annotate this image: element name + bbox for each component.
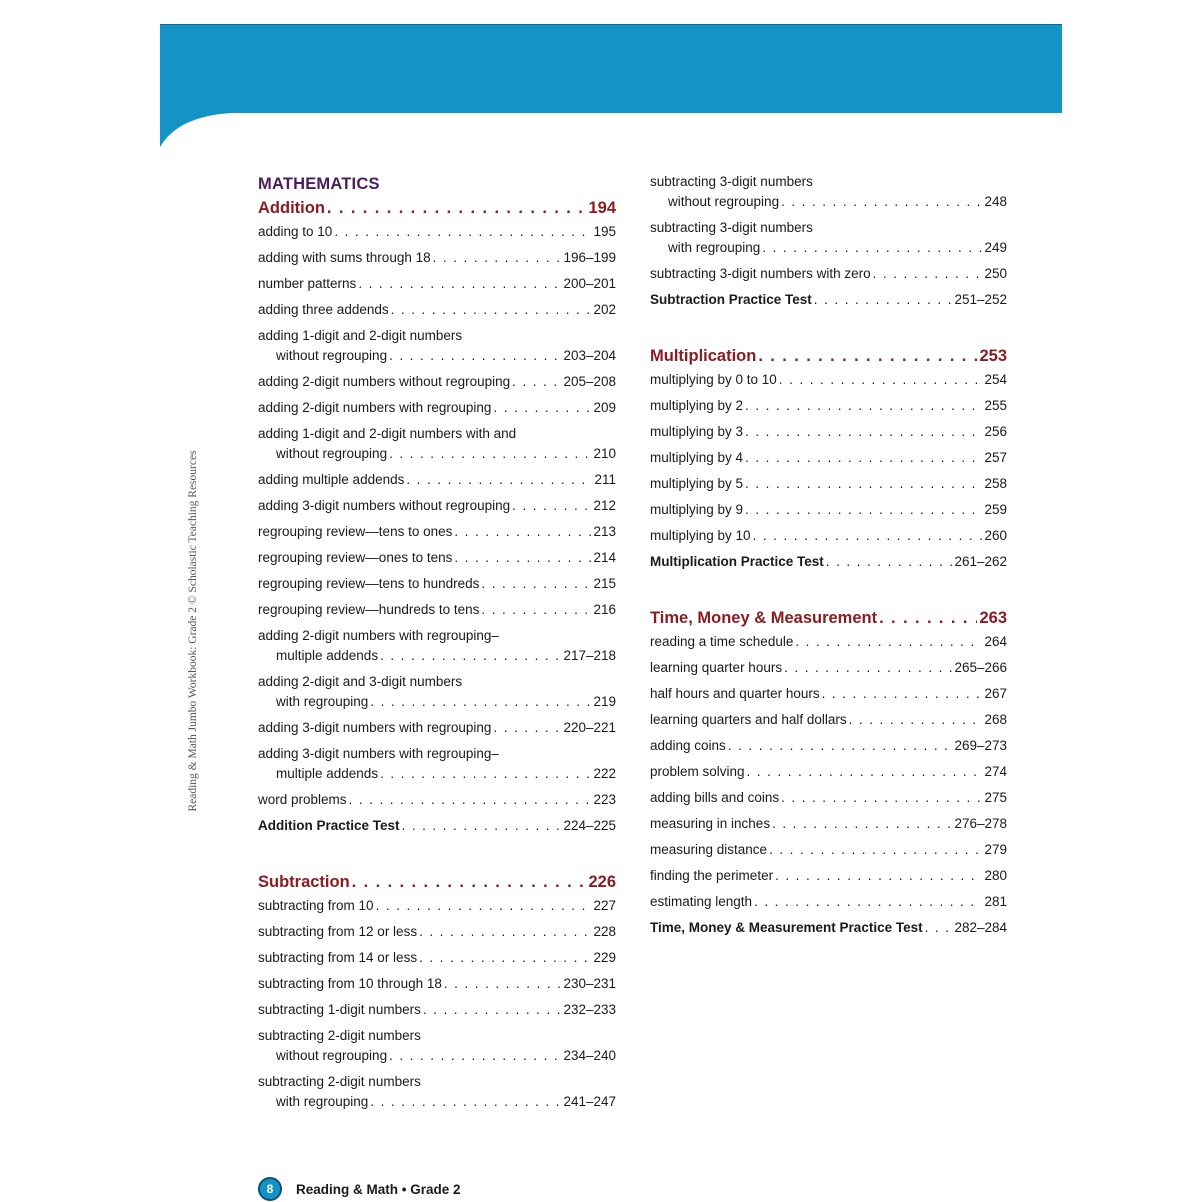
- toc-entry: [650, 172, 1007, 212]
- toc-row: [650, 710, 1007, 730]
- toc-entry: [258, 372, 616, 392]
- toc-row: [258, 222, 616, 242]
- toc-label: regrouping review—hundreds to tens: [258, 602, 480, 617]
- toc-right-column: [650, 172, 1007, 944]
- toc-label: adding 2-digit numbers without regrouping: [258, 374, 511, 389]
- page-number: 241–247: [563, 1094, 616, 1109]
- toc-left-column: [258, 172, 616, 1118]
- dot-leader: [389, 444, 591, 464]
- toc-label: regrouping review—ones to tens: [258, 550, 453, 565]
- dot-leader: [745, 396, 982, 416]
- toc-label: Time, Money & Measurement: [650, 609, 878, 627]
- toc-entry: [650, 422, 1007, 442]
- page-number: 263: [979, 609, 1007, 627]
- dot-leader: [754, 892, 982, 912]
- toc-entry: [258, 974, 616, 994]
- page-number: 205–208: [563, 374, 616, 389]
- toc-row: [258, 300, 616, 320]
- page-number: 253: [979, 347, 1007, 365]
- section-heading: [650, 344, 1007, 368]
- toc-label: Multiplication: [650, 347, 757, 365]
- toc-row: [650, 866, 1007, 886]
- page-number: 249: [984, 240, 1007, 255]
- dot-leader: [376, 896, 592, 916]
- dot-leader: [423, 1000, 562, 1020]
- toc-label: measuring in inches: [650, 816, 771, 831]
- toc-label: reading a time schedule: [650, 634, 794, 649]
- page-number: 259: [984, 502, 1007, 517]
- page-number: 281: [984, 894, 1007, 909]
- toc-row: [650, 552, 1007, 572]
- toc-row: [258, 646, 616, 666]
- toc-row: [258, 718, 616, 738]
- dot-leader: [779, 370, 983, 390]
- toc-entry: [650, 866, 1007, 886]
- toc-label: subtracting 3-digit numbers with zero: [650, 266, 871, 281]
- page-number: 230–231: [563, 976, 616, 991]
- dot-leader: [389, 1046, 561, 1066]
- page-number: 276–278: [954, 816, 1007, 831]
- toc-label: without regrouping: [668, 194, 780, 209]
- page-number: 215: [593, 576, 616, 591]
- dot-leader: [758, 344, 977, 368]
- practice-test-entry: [650, 290, 1007, 310]
- toc-row: [258, 870, 616, 894]
- toc-label: number patterns: [258, 276, 357, 291]
- toc-entry: [650, 788, 1007, 808]
- toc-row: [258, 764, 616, 784]
- toc-row: [258, 372, 616, 392]
- dot-leader: [826, 552, 953, 572]
- toc-row: [258, 248, 616, 268]
- subject-title: MATHEMATICS: [258, 175, 380, 193]
- toc-entry: [258, 626, 616, 666]
- toc-row: [258, 948, 616, 968]
- toc-row: [650, 606, 1007, 630]
- dot-leader: [481, 574, 591, 594]
- dot-leader: [814, 290, 953, 310]
- toc-row: [258, 692, 616, 712]
- page-number: 255: [984, 398, 1007, 413]
- toc-label: with regrouping: [276, 694, 369, 709]
- dot-leader: [352, 870, 587, 894]
- page-number: 222: [593, 766, 616, 781]
- dot-leader: [925, 918, 953, 938]
- toc-entry: [258, 922, 616, 942]
- page-number: 274: [984, 764, 1007, 779]
- toc-label: half hours and quarter hours: [650, 686, 820, 701]
- toc-entry: [650, 814, 1007, 834]
- toc-entry: [258, 574, 616, 594]
- section-heading: [650, 606, 1007, 630]
- dot-leader: [327, 196, 587, 220]
- section-subtraction: [258, 870, 616, 1112]
- toc-row: [650, 448, 1007, 468]
- toc-row: [650, 192, 1007, 212]
- dot-leader: [879, 606, 977, 630]
- toc-entry: [650, 892, 1007, 912]
- toc-row: [258, 896, 616, 916]
- toc-label: adding to 10: [258, 224, 333, 239]
- toc-row: [258, 196, 616, 220]
- toc-label: Addition Practice Test: [258, 818, 400, 833]
- toc-row: [258, 548, 616, 568]
- dot-leader: [753, 526, 983, 546]
- toc-entry: [258, 248, 616, 268]
- page-number: 223: [593, 792, 616, 807]
- page-number-badge: 8: [258, 1177, 282, 1201]
- toc-label: problem solving: [650, 764, 745, 779]
- dot-leader: [481, 600, 591, 620]
- page-number: 251–252: [954, 292, 1007, 307]
- toc-label: measuring distance: [650, 842, 768, 857]
- toc-label: subtracting from 10: [258, 898, 374, 913]
- toc-row: [650, 396, 1007, 416]
- dot-leader: [370, 692, 591, 712]
- toc-entry: [650, 370, 1007, 390]
- page-number: 216: [593, 602, 616, 617]
- toc-label: subtracting from 12 or less: [258, 924, 418, 939]
- toc-label: multiplying by 0 to 10: [650, 372, 777, 387]
- page-number: 258: [984, 476, 1007, 491]
- dot-leader: [512, 372, 561, 392]
- page-number: 248: [984, 194, 1007, 209]
- toc-label: adding coins: [650, 738, 726, 753]
- section-time-money-measurement: [650, 606, 1007, 938]
- toc-row: [650, 264, 1007, 284]
- dot-leader: [389, 346, 561, 366]
- page-number: 220–221: [563, 720, 616, 735]
- toc-label: without regrouping: [276, 1048, 388, 1063]
- dot-leader: [391, 300, 592, 320]
- dot-leader: [444, 974, 562, 994]
- dot-leader: [402, 816, 562, 836]
- toc-entry: [258, 548, 616, 568]
- toc-entry: [650, 710, 1007, 730]
- toc-label: Subtraction: [258, 873, 350, 891]
- toc-label: regrouping review—tens to ones: [258, 524, 453, 539]
- toc-entry: [650, 684, 1007, 704]
- toc-row: [650, 474, 1007, 494]
- toc-row: [258, 444, 616, 464]
- page-number: 265–266: [954, 660, 1007, 675]
- page-number: 267: [984, 686, 1007, 701]
- dot-leader: [762, 238, 982, 258]
- toc-entry: [258, 326, 616, 366]
- dot-leader: [493, 718, 561, 738]
- toc-entry: [258, 424, 616, 464]
- toc-row: [650, 238, 1007, 258]
- toc-row: [258, 1092, 616, 1112]
- toc-entry: [650, 526, 1007, 546]
- dot-leader: [849, 710, 983, 730]
- toc-label: multiplying by 4: [650, 450, 744, 465]
- section-addition: [258, 196, 616, 836]
- toc-label: multiplying by 3: [650, 424, 744, 439]
- header-band: [160, 24, 1062, 147]
- toc-row: [650, 344, 1007, 368]
- toc-label: subtracting from 10 through 18: [258, 976, 442, 991]
- page-number: 269–273: [954, 738, 1007, 753]
- toc-row: [258, 470, 616, 490]
- toc-entry: [258, 1000, 616, 1020]
- toc-label: multiplying by 5: [650, 476, 744, 491]
- page-number: 224–225: [563, 818, 616, 833]
- toc-row: [650, 370, 1007, 390]
- toc-row: [258, 816, 616, 836]
- dot-leader: [493, 398, 591, 418]
- toc-row: [258, 398, 616, 418]
- toc-entry-first-line: subtracting 2-digit numbers: [258, 1028, 421, 1043]
- page-number: 260: [984, 528, 1007, 543]
- toc-label: multiple addends: [276, 766, 379, 781]
- toc-label: multiple addends: [276, 648, 379, 663]
- toc-label: with regrouping: [668, 240, 761, 255]
- toc-entry-first-line: adding 2-digit and 3-digit numbers: [258, 674, 463, 689]
- toc-entry: [258, 274, 616, 294]
- page-number: 257: [984, 450, 1007, 465]
- toc-entry: [258, 948, 616, 968]
- page-number: 279: [984, 842, 1007, 857]
- toc-label: without regrouping: [276, 348, 388, 363]
- toc-label: Subtraction Practice Test: [650, 292, 812, 307]
- toc-label: learning quarter hours: [650, 660, 783, 675]
- page-number: 219: [593, 694, 616, 709]
- section-heading: [258, 196, 616, 220]
- dot-leader: [745, 448, 982, 468]
- toc-entry: [650, 762, 1007, 782]
- toc-row: [258, 1000, 616, 1020]
- dot-leader: [745, 500, 982, 520]
- toc-entry: [258, 718, 616, 738]
- toc-entry: [650, 736, 1007, 756]
- page-number: 254: [984, 372, 1007, 387]
- dot-leader: [772, 814, 952, 834]
- page-number: 268: [984, 712, 1007, 727]
- practice-test-entry: [650, 918, 1007, 938]
- page-number: 211: [594, 472, 616, 487]
- toc-entry: [650, 264, 1007, 284]
- toc-label: regrouping review—tens to hundreds: [258, 576, 480, 591]
- toc-entry: [258, 896, 616, 916]
- toc-entry: [258, 398, 616, 418]
- page-number: 232–233: [563, 1002, 616, 1017]
- dot-leader: [822, 684, 983, 704]
- toc-entry: [258, 222, 616, 242]
- toc-row: [258, 522, 616, 542]
- toc-label: multiplying by 9: [650, 502, 744, 517]
- page-number: 250: [984, 266, 1007, 281]
- toc-row: [650, 422, 1007, 442]
- header-band-shape: [160, 24, 1062, 147]
- toc-row: [650, 840, 1007, 860]
- toc-row: [650, 290, 1007, 310]
- page-number: 200–201: [563, 276, 616, 291]
- toc-entry: [650, 396, 1007, 416]
- toc-label: estimating length: [650, 894, 753, 909]
- page-number: 256: [984, 424, 1007, 439]
- toc-entry-first-line: subtracting 2-digit numbers: [258, 1074, 421, 1089]
- dot-leader: [358, 274, 561, 294]
- dot-leader: [334, 222, 591, 242]
- practice-test-entry: [650, 552, 1007, 572]
- toc-entry: [258, 496, 616, 516]
- toc-row: [258, 1046, 616, 1066]
- toc-entry: [650, 474, 1007, 494]
- dot-leader: [795, 632, 982, 652]
- toc-entry: [650, 448, 1007, 468]
- practice-test-entry: [258, 816, 616, 836]
- toc-entry: [258, 470, 616, 490]
- dot-leader: [784, 658, 952, 678]
- section-multiplication: [650, 344, 1007, 572]
- toc-entry-first-line: adding 3-digit numbers with regrouping–: [258, 746, 499, 761]
- dot-leader: [769, 840, 982, 860]
- toc-row: [258, 496, 616, 516]
- page-number: 229: [593, 950, 616, 965]
- page-number: 202: [593, 302, 616, 317]
- toc-label: without regrouping: [276, 446, 388, 461]
- toc-label: adding 3-digit numbers with regrouping: [258, 720, 492, 735]
- toc-row: [650, 918, 1007, 938]
- dot-leader: [728, 736, 953, 756]
- page-footer: [258, 1176, 461, 1202]
- toc-row: [650, 892, 1007, 912]
- toc-row: [258, 790, 616, 810]
- toc-row: [258, 346, 616, 366]
- dot-leader: [454, 522, 591, 542]
- dot-leader: [747, 762, 983, 782]
- dot-leader: [433, 248, 562, 268]
- toc-label: adding three addends: [258, 302, 389, 317]
- toc-entry: [258, 672, 616, 712]
- toc-label: Addition: [258, 199, 325, 217]
- page-number: 194: [588, 199, 616, 217]
- page-number: 203–204: [563, 348, 616, 363]
- dot-leader: [419, 922, 591, 942]
- toc-row: [258, 922, 616, 942]
- toc-row: [258, 600, 616, 620]
- toc-row: [258, 974, 616, 994]
- page-number: 213: [593, 524, 616, 539]
- page-number: 195: [593, 224, 616, 239]
- toc-entry: [258, 300, 616, 320]
- page-number: 280: [984, 868, 1007, 883]
- dot-leader: [781, 788, 982, 808]
- toc-entry-first-line: subtracting 3-digit numbers: [650, 174, 813, 189]
- toc-label: Time, Money & Measurement Practice Test: [650, 920, 923, 935]
- toc-entry: [650, 840, 1007, 860]
- toc-row: [258, 274, 616, 294]
- toc-entry: [258, 744, 616, 784]
- toc-label: with regrouping: [276, 1094, 369, 1109]
- toc-label: finding the perimeter: [650, 868, 774, 883]
- toc-label: Multiplication Practice Test: [650, 554, 824, 569]
- page-number: 234–240: [563, 1048, 616, 1063]
- page-number: 217–218: [563, 648, 616, 663]
- toc-label: subtracting from 14 or less: [258, 950, 418, 965]
- toc-row: [650, 658, 1007, 678]
- page-number: 210: [593, 446, 616, 461]
- toc-entry: [258, 790, 616, 810]
- toc-label: adding 3-digit numbers without regrouping: [258, 498, 511, 513]
- toc-entry: [650, 658, 1007, 678]
- toc-row: [650, 814, 1007, 834]
- toc-row: [650, 762, 1007, 782]
- page-number: 275: [984, 790, 1007, 805]
- section-heading: [258, 870, 616, 894]
- page-number: 209: [593, 400, 616, 415]
- footer-title: Reading & Math • Grade 2: [296, 1181, 461, 1197]
- toc-label: adding 2-digit numbers with regrouping: [258, 400, 492, 415]
- toc-row: [258, 574, 616, 594]
- toc-row: [650, 684, 1007, 704]
- toc-row: [650, 526, 1007, 546]
- toc-row: [650, 500, 1007, 520]
- toc-label: subtracting 1-digit numbers: [258, 1002, 421, 1017]
- page-number: 227: [593, 898, 616, 913]
- page-number: 214: [593, 550, 616, 565]
- dot-leader: [745, 422, 982, 442]
- toc-entry: [650, 500, 1007, 520]
- page-number: 261–262: [954, 554, 1007, 569]
- dot-leader: [380, 764, 591, 784]
- toc-row: [650, 788, 1007, 808]
- toc-entry: [258, 600, 616, 620]
- dot-leader: [745, 474, 982, 494]
- dot-leader: [512, 496, 591, 516]
- toc-entry: [258, 1026, 616, 1066]
- page-number: 228: [593, 924, 616, 939]
- toc-entry: [258, 1072, 616, 1112]
- dot-leader: [370, 1092, 561, 1112]
- toc-label: adding multiple addends: [258, 472, 405, 487]
- page-number: 282–284: [954, 920, 1007, 935]
- toc-entry-first-line: subtracting 3-digit numbers: [650, 220, 813, 235]
- toc-row: [650, 736, 1007, 756]
- page-number: 212: [593, 498, 616, 513]
- side-copyright-credit: Reading & Math Jumbo Workbook: Grade 2 © Scholastic Teaching Resources: [187, 450, 199, 812]
- toc-label: word problems: [258, 792, 347, 807]
- toc-label: learning quarters and half dollars: [650, 712, 847, 727]
- section-subtraction-continued: [650, 172, 1007, 310]
- page-number: 196–199: [563, 250, 616, 265]
- dot-leader: [380, 646, 561, 666]
- toc-row: [650, 632, 1007, 652]
- dot-leader: [873, 264, 983, 284]
- toc-entry: [650, 632, 1007, 652]
- page-number: 226: [588, 873, 616, 891]
- dot-leader: [781, 192, 982, 212]
- toc-label: adding with sums through 18: [258, 250, 431, 265]
- toc-entry-first-line: adding 2-digit numbers with regrouping–: [258, 628, 499, 643]
- dot-leader: [349, 790, 592, 810]
- toc-label: multiplying by 2: [650, 398, 744, 413]
- toc-entry: [258, 522, 616, 542]
- dot-leader: [454, 548, 591, 568]
- toc-label: adding bills and coins: [650, 790, 780, 805]
- toc-label: multiplying by 10: [650, 528, 751, 543]
- toc-entry-first-line: adding 1-digit and 2-digit numbers with and: [258, 426, 517, 441]
- dot-leader: [775, 866, 982, 886]
- dot-leader: [419, 948, 591, 968]
- toc-entry: [650, 218, 1007, 258]
- page-number: 264: [984, 634, 1007, 649]
- dot-leader: [406, 470, 592, 490]
- toc-entry-first-line: adding 1-digit and 2-digit numbers: [258, 328, 463, 343]
